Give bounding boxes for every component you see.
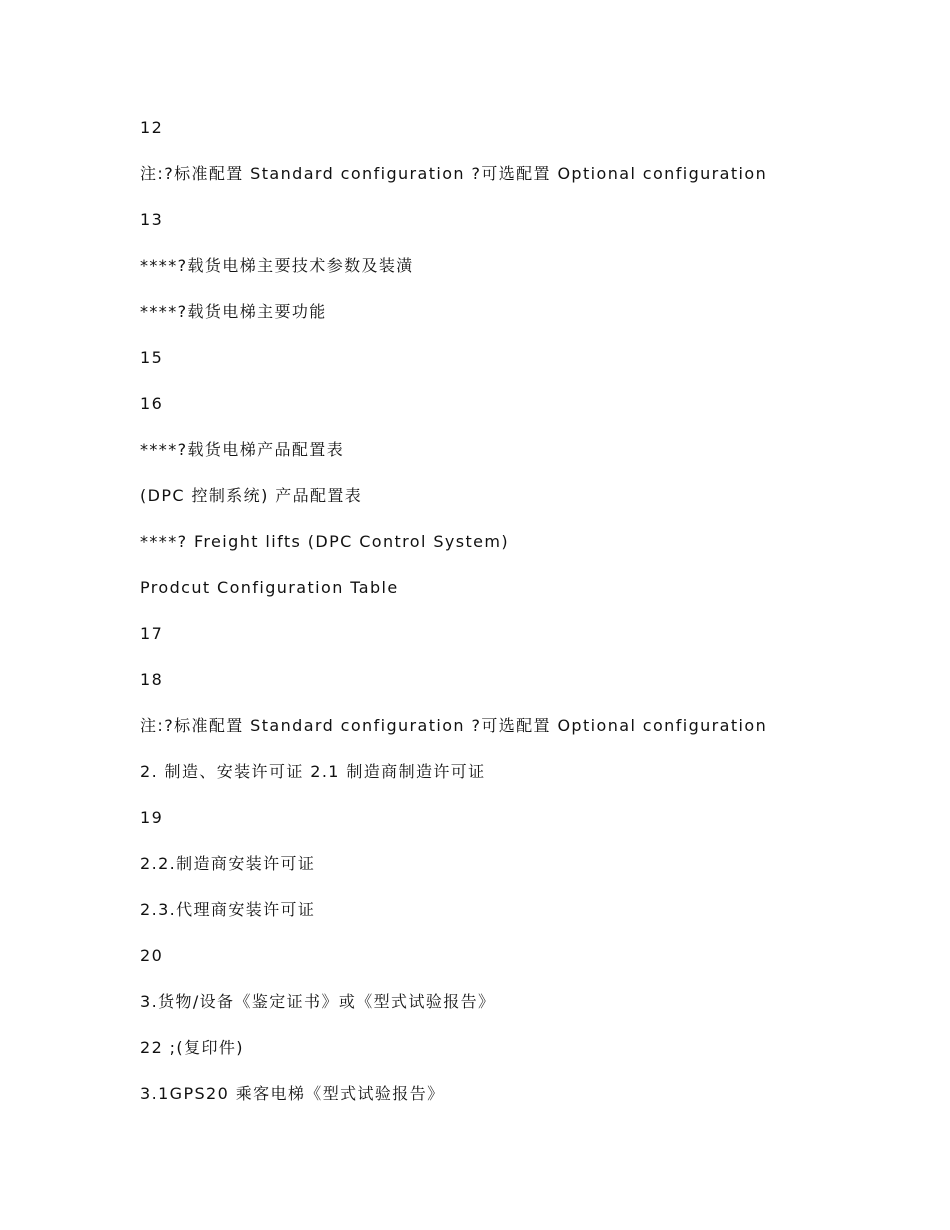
page-number-19: 19	[140, 808, 164, 827]
configuration-note-repeat: 注:?标准配置 Standard configuration ?可选配置 Optional configuration	[140, 716, 768, 735]
freight-lift-main-functions-heading: ****?载货电梯主要功能	[140, 302, 327, 321]
freight-lifts-english-heading: ****? Freight lifts (DPC Control System)	[140, 532, 510, 551]
document-text-lines	[140, 116, 860, 1128]
freight-lift-technical-parameters-heading: ****?载货电梯主要技术参数及装潢	[140, 256, 414, 275]
certificate-report-heading: 3.货物/设备《鉴定证书》或《型式试验报告》	[140, 992, 496, 1011]
page-number-16: 16	[140, 394, 164, 413]
page-number-20: 20	[140, 946, 164, 965]
page-number-12: 12	[140, 118, 164, 137]
page-number-18: 18	[140, 670, 164, 689]
gps20-test-report-heading: 3.1GPS20 乘客电梯《型式试验报告》	[140, 1084, 445, 1103]
agent-installation-license-heading: 2.3.代理商安装许可证	[140, 900, 316, 919]
configuration-note: 注:?标准配置 Standard configuration ?可选配置 Optional configuration	[140, 164, 768, 183]
freight-lift-configuration-table-heading: ****?载货电梯产品配置表	[140, 440, 345, 459]
product-configuration-table-heading: Prodcut Configuration Table	[140, 578, 399, 597]
manufacturing-installation-license-heading: 2. 制造、安装许可证 2.1 制造商制造许可证	[140, 762, 486, 781]
dpc-configuration-table-heading: (DPC 控制系统) 产品配置表	[140, 486, 363, 505]
page-number-17: 17	[140, 624, 164, 643]
copy-note: 22 ;(复印件)	[140, 1038, 244, 1057]
page-number-13: 13	[140, 210, 164, 229]
page-number-15: 15	[140, 348, 164, 367]
manufacturer-installation-license-heading: 2.2.制造商安装许可证	[140, 854, 316, 873]
